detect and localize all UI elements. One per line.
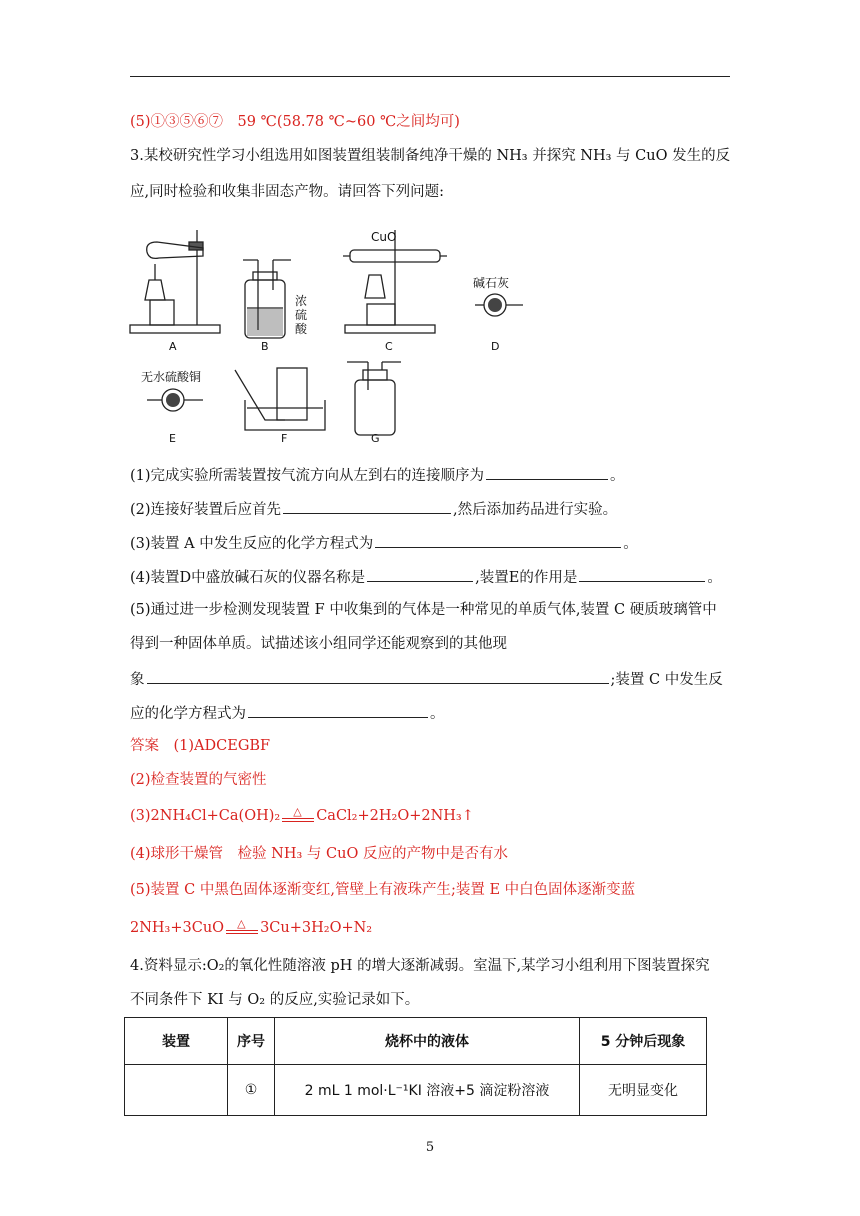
question-1-end: 。 xyxy=(610,468,625,484)
answer-2: (2)检查装置的气密性 xyxy=(130,772,267,788)
question-5-line-4 xyxy=(130,702,730,724)
answer-blank xyxy=(486,464,608,480)
question-4-text-a: (4)装置D中盛放碱石灰的仪器名称是 xyxy=(130,570,366,586)
answer-3 xyxy=(130,806,730,826)
cell-number: ① xyxy=(228,1065,275,1116)
question-5-text-c: 应的化学方程式为 xyxy=(130,706,246,722)
answer-1: 答案 (1)ADCEGBF xyxy=(130,738,271,754)
answer-5-eq-left: 2NH₃+3CuO xyxy=(130,920,225,936)
answer-5-prev: (5)①③⑤⑥⑦ 59 ℃(58.78 ℃~60 ℃之间均可) xyxy=(130,114,460,130)
label-conc-3: 酸 xyxy=(295,322,308,336)
label-d: D xyxy=(491,340,500,353)
label-b: B xyxy=(261,340,269,353)
label-soda-lime: 碱石灰 xyxy=(473,276,510,290)
label-c: C xyxy=(385,340,393,353)
answer-blank xyxy=(579,566,705,582)
apparatus-figure xyxy=(125,220,545,450)
question-4 xyxy=(130,566,730,588)
answer-3-right: CaCl₂+2H₂O+2NH₃↑ xyxy=(316,808,474,824)
question-2 xyxy=(130,498,730,520)
question-3-end: 。 xyxy=(623,536,638,552)
question-5-line-3 xyxy=(130,668,730,690)
question-2-end: ,然后添加药品进行实验。 xyxy=(453,502,618,518)
header-number: 序号 xyxy=(228,1018,275,1065)
answer-blank xyxy=(283,498,451,514)
label-conc-1: 浓 xyxy=(295,294,308,308)
label-conc-2: 硫 xyxy=(295,308,308,322)
table-row xyxy=(125,1065,707,1116)
question-3 xyxy=(130,532,730,554)
cell-device xyxy=(125,1065,228,1116)
header-rule xyxy=(130,76,730,77)
question-3-intro-2: 应,同时检验和收集非固态产物。请回答下列问题: xyxy=(130,184,444,200)
question-1 xyxy=(130,464,730,486)
header-device: 装置 xyxy=(125,1018,228,1065)
cell-liquid: 2 mL 1 mol·L⁻¹KI 溶液+5 滴淀粉溶液 xyxy=(275,1065,580,1116)
question-3-text: (3)装置 A 中发生反应的化学方程式为 xyxy=(130,536,374,552)
heat-condition xyxy=(224,918,260,938)
answer-5-equation xyxy=(130,918,730,938)
question-3-intro-1: 3.某校研究性学习小组选用如图装置组装制备纯净干燥的 NH₃ 并探究 NH₃ 与 CuO 发生的反 xyxy=(130,148,731,164)
question-5-text-a: 象 xyxy=(130,672,145,688)
table-header-row xyxy=(125,1018,707,1065)
header-phenomenon: 5 分钟后现象 xyxy=(580,1018,707,1065)
heat-symbol: △ xyxy=(293,805,302,818)
answer-blank xyxy=(248,702,428,718)
question-4-text-b: ,装置E的作用是 xyxy=(475,570,578,586)
question-4-intro-1: 4.资料显示:O₂的氧化性随溶液 pH 的增大逐渐减弱。室温下,某学习小组利用下图装置探究 xyxy=(130,958,710,974)
question-2-text: (2)连接好装置后应首先 xyxy=(130,502,282,518)
label-anhydrous-cuso4: 无水硫酸铜 xyxy=(141,370,202,384)
page-number: 5 xyxy=(425,1140,435,1155)
question-5-line-1: (5)通过进一步检测发现装置 F 中收集到的气体是一种常见的单质气体,装置 C 硬质玻璃管中 xyxy=(130,602,717,618)
answer-5: (5)装置 C 中黑色固体逐渐变红,管壁上有液珠产生;装置 E 中白色固体逐渐变蓝 xyxy=(130,882,636,898)
label-e: E xyxy=(169,432,176,445)
heat-symbol: △ xyxy=(237,917,246,930)
question-5-end: 。 xyxy=(430,706,445,722)
question-1-text: (1)完成实验所需装置按气流方向从左到右的连接顺序为 xyxy=(130,468,485,484)
answer-blank xyxy=(367,566,473,582)
experiment-table xyxy=(124,1017,707,1116)
label-cuo: CuO xyxy=(371,230,397,244)
apparatus-drawing xyxy=(125,220,545,450)
question-5-text-b: ;装置 C 中发生反 xyxy=(610,672,723,688)
answer-4: (4)球形干燥管 检验 NH₃ 与 CuO 反应的产物中是否有水 xyxy=(130,846,508,862)
answer-5-eq-right: 3Cu+3H₂O+N₂ xyxy=(260,920,373,936)
answer-blank xyxy=(147,668,609,684)
question-4-intro-2: 不同条件下 KI 与 O₂ 的反应,实验记录如下。 xyxy=(130,992,420,1008)
answer-blank xyxy=(375,532,621,548)
question-4-end: 。 xyxy=(707,570,722,586)
label-f: F xyxy=(281,432,288,445)
label-g: G xyxy=(371,432,380,445)
header-liquid: 烧杯中的液体 xyxy=(275,1018,580,1065)
label-a: A xyxy=(169,340,177,353)
answer-3-left: (3)2NH₄Cl+Ca(OH)₂ xyxy=(130,808,281,824)
cell-phenomenon: 无明显变化 xyxy=(580,1065,707,1116)
heat-condition xyxy=(280,806,316,826)
question-5-line-2: 得到一种固体单质。试描述该小组同学还能观察到的其他现 xyxy=(130,636,507,652)
